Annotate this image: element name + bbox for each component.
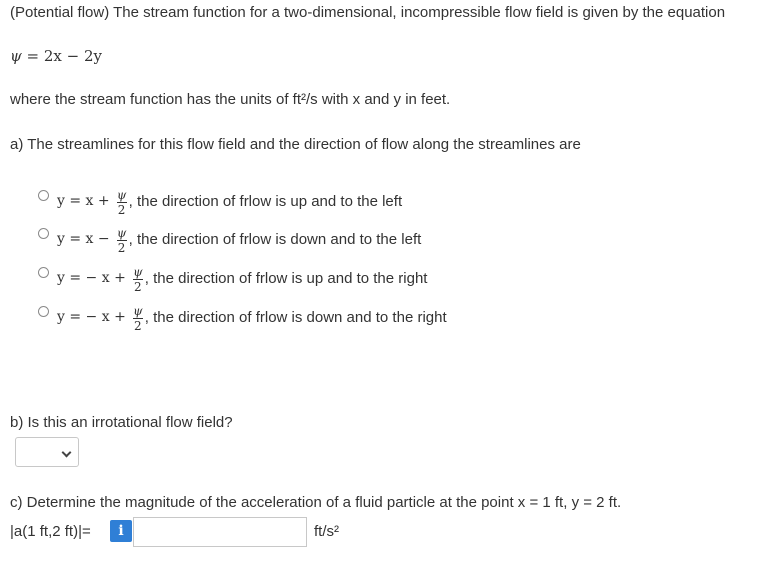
chevron-down-icon (62, 448, 72, 458)
option-3[interactable] (38, 263, 427, 293)
fraction (133, 266, 143, 293)
part-c-question: c) Determine the magnitude of the acceleration of a fluid particle at the point x = 1 ft, y = 2 ft. (10, 494, 622, 511)
problem-intro: (Potential flow) The stream function for a two-dimensional, incompressible flow field is given by the equation (10, 4, 726, 21)
option-description: , the direction of frlow is up and to the right (144, 269, 428, 287)
fraction-denominator: 2 (133, 318, 142, 333)
acceleration-answer-input[interactable] (133, 517, 307, 547)
part-a-question: a) The streamlines for this flow field and the direction of flow along the streamlines are (10, 136, 581, 153)
option-equation (57, 226, 129, 253)
fraction-numerator: ψ (116, 187, 127, 202)
part-b-question: b) Is this an irrotational flow field? (10, 414, 233, 431)
equation-prefix: y = − x + (57, 309, 126, 325)
radio-button[interactable] (38, 306, 49, 317)
fraction-numerator: ψ (133, 303, 143, 318)
fraction (117, 189, 127, 216)
info-icon[interactable]: i (110, 520, 132, 542)
option-description: , the direction of frlow is up and to the left (128, 192, 403, 210)
fraction (117, 227, 127, 254)
stream-function-equation (10, 47, 102, 65)
option-2[interactable] (38, 224, 421, 254)
radio-button[interactable] (38, 228, 49, 239)
equation-prefix: y = x − (57, 231, 110, 247)
option-equation (57, 304, 145, 331)
fraction-numerator: ψ (133, 264, 143, 279)
equation-prefix: y = x + (57, 193, 110, 209)
option-equation (57, 188, 129, 215)
unit-label: ft/s² (314, 523, 339, 540)
option-description: , the direction of frlow is down and to the left (128, 230, 422, 248)
radio-button[interactable] (38, 267, 49, 278)
option-description: , the direction of frlow is down and to the right (144, 308, 447, 326)
irrotational-select[interactable] (15, 437, 79, 467)
fraction-denominator: 2 (133, 279, 142, 294)
option-4[interactable] (38, 302, 447, 332)
option-1[interactable] (38, 186, 402, 216)
fraction (133, 305, 143, 332)
fraction-denominator: 2 (117, 202, 126, 217)
psi-symbol: ψ (10, 47, 22, 65)
fraction-denominator: 2 (117, 240, 126, 255)
equation-prefix: y = − x + (57, 270, 126, 286)
fraction-numerator: ψ (116, 225, 127, 240)
radio-button[interactable] (38, 190, 49, 201)
acceleration-label: |a(1 ft,2 ft)|= (10, 523, 91, 540)
option-equation (57, 265, 145, 292)
units-text: where the stream function has the units of ft²/s with x and y in feet. (10, 91, 451, 108)
equation-rhs: = 2x − 2y (26, 47, 103, 65)
